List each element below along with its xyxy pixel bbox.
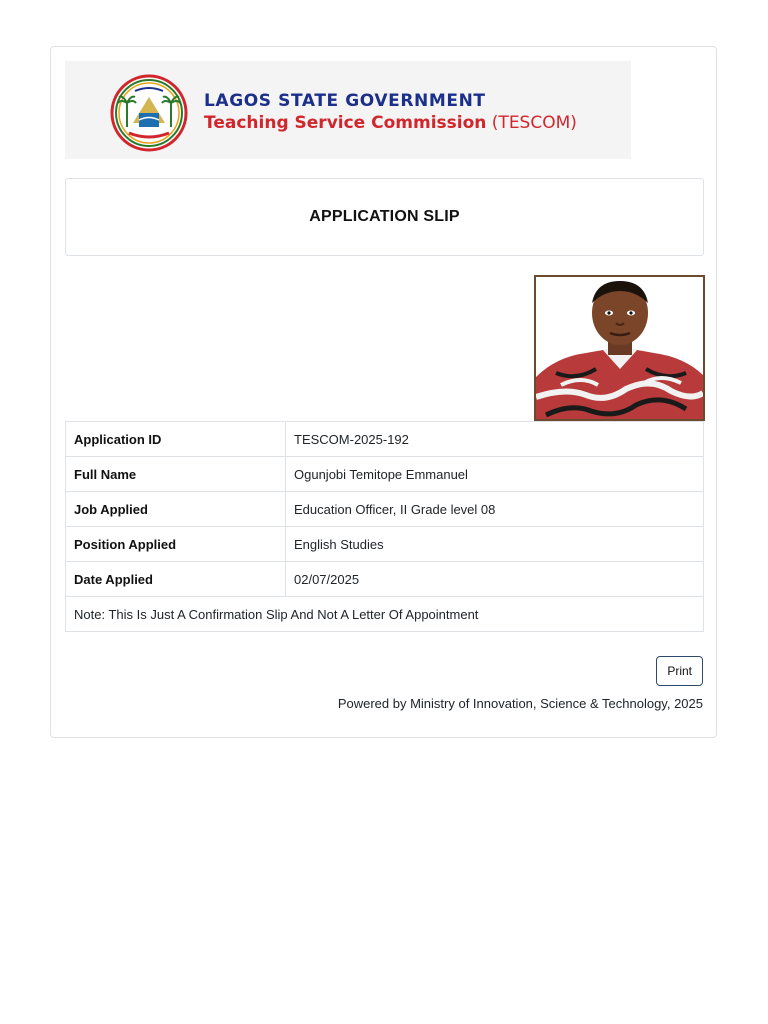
table-row-full-name bbox=[66, 457, 704, 492]
commission-name bbox=[204, 113, 577, 133]
confirmation-note: Note: This Is Just A Confirmation Slip And Not A Letter Of Appointment bbox=[66, 597, 704, 632]
row-label: Application ID bbox=[66, 422, 286, 457]
print-button[interactable]: Print bbox=[656, 656, 703, 686]
slip-title-box bbox=[65, 178, 704, 256]
row-label: Job Applied bbox=[66, 492, 286, 527]
position-applied-value: English Studies bbox=[286, 527, 704, 562]
lagos-state-seal-icon bbox=[105, 73, 193, 153]
table-row-job-applied bbox=[66, 492, 704, 527]
date-applied-value: 02/07/2025 bbox=[286, 562, 704, 597]
row-label: Date Applied bbox=[66, 562, 286, 597]
tescom-banner bbox=[65, 61, 631, 159]
job-applied-value: Education Officer, II Grade level 08 bbox=[286, 492, 704, 527]
row-label: Position Applied bbox=[66, 527, 286, 562]
full-name-value: Ogunjobi Temitope Emmanuel bbox=[286, 457, 704, 492]
application-id-value: TESCOM-2025-192 bbox=[286, 422, 704, 457]
application-slip-card bbox=[50, 46, 717, 738]
applicant-photo bbox=[534, 275, 705, 421]
commission-title: Teaching Service Commission bbox=[204, 113, 487, 133]
page-title: APPLICATION SLIP bbox=[309, 208, 460, 225]
powered-by-footer: Powered by Ministry of Innovation, Science & Technology, 2025 bbox=[337, 696, 703, 711]
commission-acronym: (TESCOM) bbox=[491, 113, 577, 133]
table-row-date-applied bbox=[66, 562, 704, 597]
table-row-position-applied bbox=[66, 527, 704, 562]
table-row-note bbox=[66, 597, 704, 632]
table-row-application-id bbox=[66, 422, 704, 457]
applicant-photo-image bbox=[536, 277, 703, 419]
government-name: LAGOS STATE GOVERNMENT bbox=[204, 91, 486, 111]
application-details-table bbox=[65, 421, 704, 632]
row-label: Full Name bbox=[66, 457, 286, 492]
